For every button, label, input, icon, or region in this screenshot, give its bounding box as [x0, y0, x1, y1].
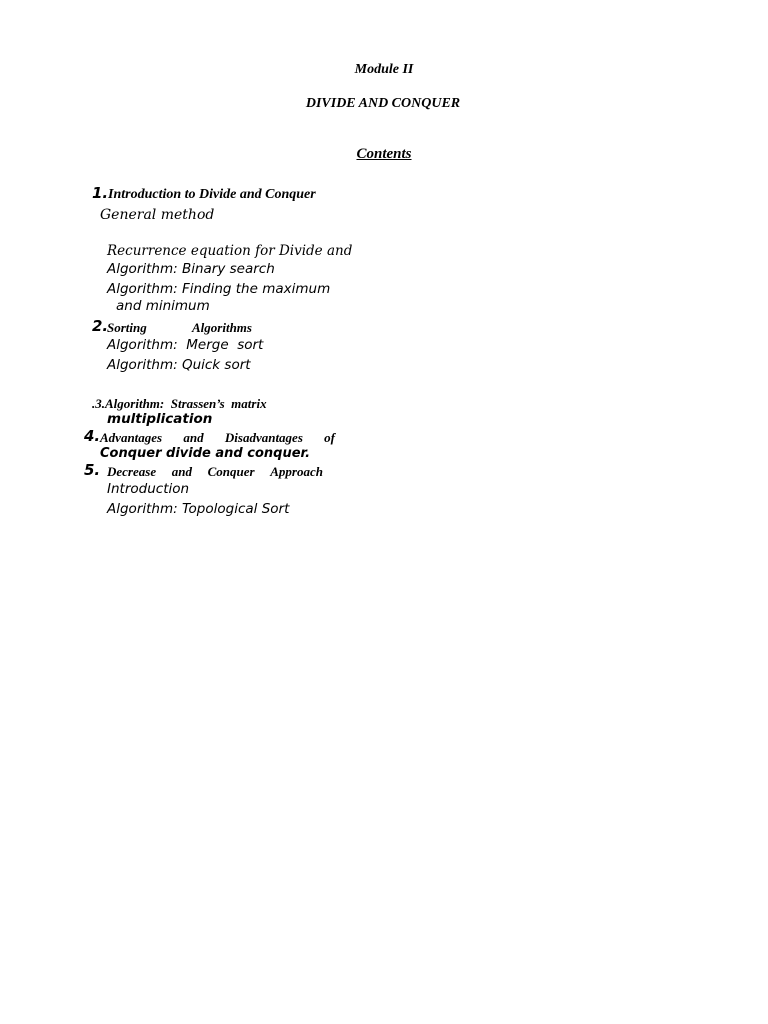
toc-item-title-word: Algorithms: [192, 320, 252, 335]
toc-item-title-word: and: [171, 464, 192, 479]
contents-heading: Contents: [356, 146, 412, 162]
toc-subitem: Algorithm: Topological Sort: [107, 501, 290, 517]
toc-item-title-word: Disadvantages: [224, 430, 303, 445]
toc-subitem: Recurrence equation for Divide and: [107, 243, 353, 259]
document-title: DIVIDE AND CONQUER: [305, 96, 461, 111]
toc-item-title-word: Advantages: [100, 430, 163, 445]
toc-item-title: [107, 465, 323, 478]
toc-subitem: General method: [100, 207, 215, 223]
module-label: Module II: [354, 62, 414, 77]
toc-item-title: .3.Algorithm: Strassen’s matrix: [92, 396, 267, 411]
toc-subitem: Introduction: [107, 481, 190, 497]
toc-item-continuation: multiplication: [107, 411, 213, 427]
toc-item-title-word: Approach: [270, 464, 323, 479]
toc-subitem: Algorithm: Merge sort: [107, 337, 264, 353]
toc-item-title-word: of: [324, 430, 335, 445]
toc-item-number: 1.: [92, 184, 109, 202]
toc-item-title-word: Conquer: [207, 464, 255, 479]
toc-item-title: Introduction to Divide and Conquer: [108, 187, 316, 202]
toc-item-title-word: Sorting: [107, 320, 147, 335]
toc-subitem: and minimum: [116, 298, 210, 314]
toc-subitem: Algorithm: Finding the maximum: [107, 281, 331, 297]
toc-item-title: [100, 431, 335, 444]
toc-item-continuation: Conquer divide and conquer.: [100, 446, 311, 461]
toc-item-title-word: and: [183, 430, 204, 445]
toc-item-number: 4.: [84, 427, 101, 445]
toc-item-number: 2.: [92, 317, 109, 335]
toc-subitem: Algorithm: Binary search: [107, 261, 275, 277]
toc-subitem: Algorithm: Quick sort: [107, 357, 251, 373]
toc-item-number: 5.: [84, 461, 101, 479]
toc-item-title-word: Decrease: [107, 464, 157, 479]
